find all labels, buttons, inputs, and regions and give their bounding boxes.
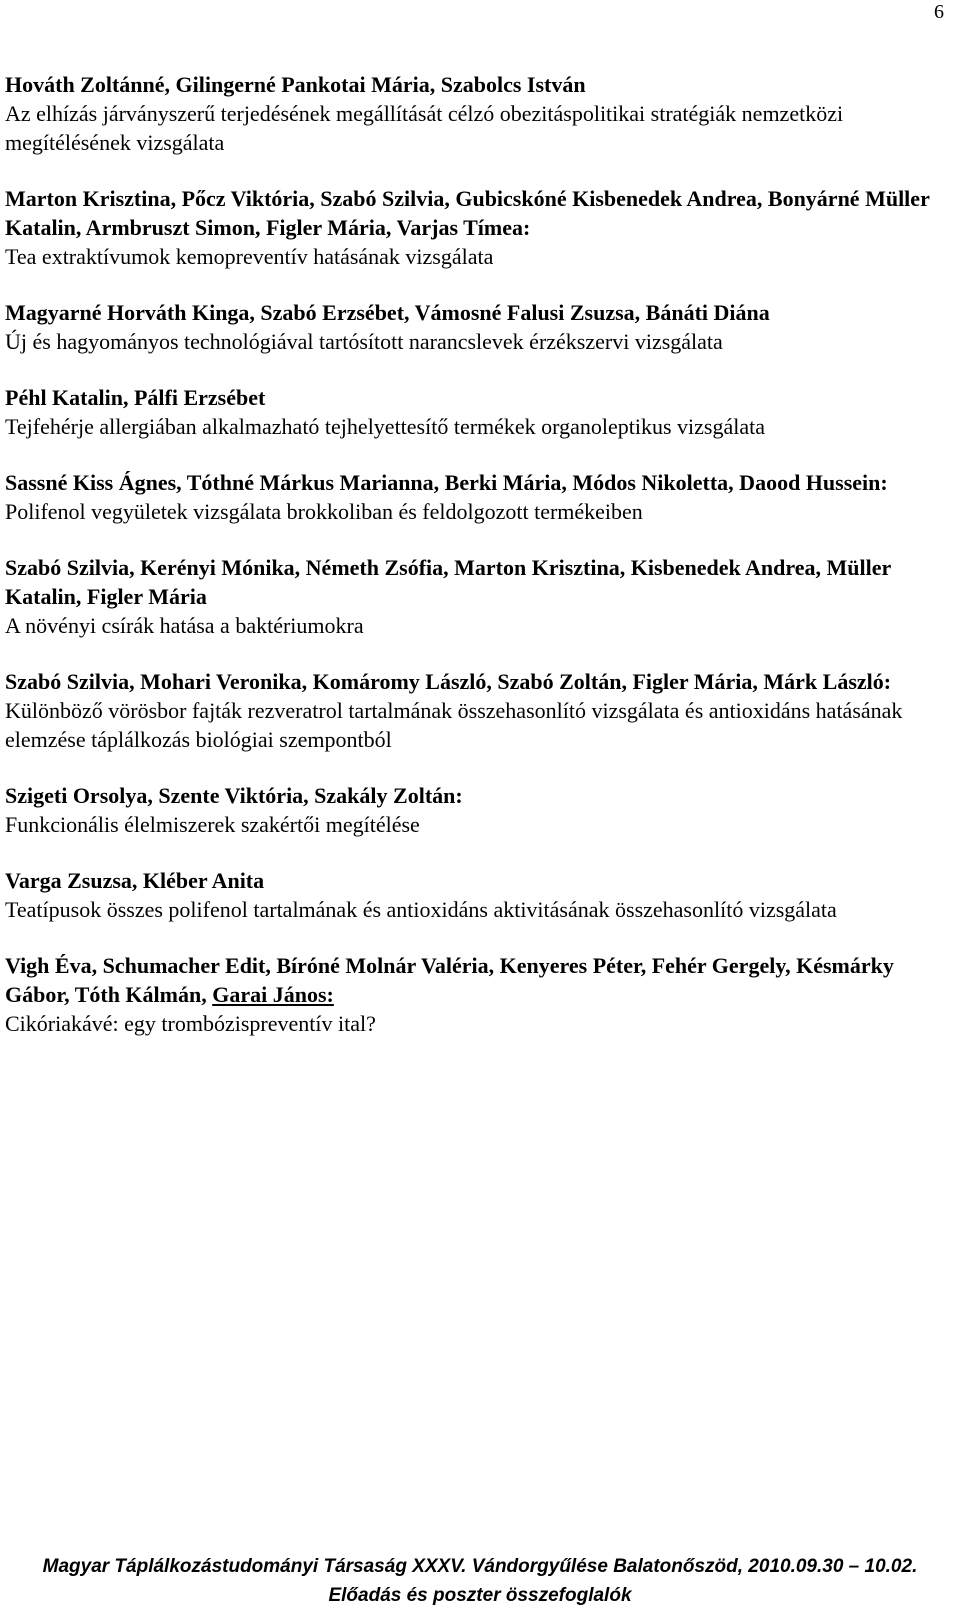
entry-authors: Péhl Katalin, Pálfi Erzsébet xyxy=(5,385,266,410)
entry-title: Tea extraktívumok kemopreventív hatásának vizsgálata xyxy=(5,244,494,269)
list-item xyxy=(5,70,945,157)
entry-authors: Marton Krisztina, Pőcz Viktória, Szabó Szilvia, Gubicskóné Kisbenedek Andrea, Bonyárné Müller Katalin, Armbruszt Simon, Figler Mária, Varjas Tímea: xyxy=(5,186,930,240)
entry-authors: Szabó Szilvia, Mohari Veronika, Komáromy László, Szabó Zoltán, Figler Mária, Márk László: xyxy=(5,669,892,694)
entry-authors: Szabó Szilvia, Kerényi Mónika, Németh Zsófia, Marton Krisztina, Kisbenedek Andrea, Müller Katalin, Figler Mária xyxy=(5,555,891,609)
footer-conference-line: Magyar Táplálkozástudományi Társaság XXXV. Vándorgyűlése Balatonőszöd, 2010.09.30 – 10.02. xyxy=(42,1556,918,1577)
list-item xyxy=(5,468,945,526)
entry-authors-line xyxy=(5,951,945,1009)
entry-title: Teatípusok összes polifenol tartalmának és antioxidáns aktivitásának összehasonlító vizsgálata xyxy=(5,897,837,922)
entry-authors: Sassné Kiss Ágnes, Tóthné Márkus Marianna, Berki Mária, Módos Nikoletta, Daood Hussein: xyxy=(5,470,888,495)
entry-title: Funkcionális élelmiszerek szakértői megítélése xyxy=(5,812,420,837)
page-footer xyxy=(0,1552,960,1610)
entry-title: Az elhízás járványszerű terjedésének megállítását célzó obezitáspolitikai stratégiák nemzetközi megítélésének vizsgálata xyxy=(5,101,844,155)
entry-authors: Szigeti Orsolya, Szente Viktória, Szakály Zoltán: xyxy=(5,783,463,808)
entry-title: Polifenol vegyületek vizsgálata brokkoliban és feldolgozott termékeiben xyxy=(5,499,643,524)
list-item xyxy=(5,553,945,640)
list-item xyxy=(5,866,945,924)
entry-title: A növényi csírák hatása a baktériumokra xyxy=(5,613,364,638)
list-item xyxy=(5,383,945,441)
list-item xyxy=(5,951,945,1038)
list-item xyxy=(5,667,945,754)
footer-subtitle-line: Előadás és poszter összefoglalók xyxy=(328,1585,632,1606)
list-item xyxy=(5,184,945,271)
entry-title: Cikóriakávé: egy trombózispreventív ital? xyxy=(5,1011,376,1036)
entry-authors: Hováth Zoltánné, Gilingerné Pankotai Mária, Szabolcs István xyxy=(5,72,586,97)
entry-author-underlined: Garai János: xyxy=(212,982,334,1007)
entry-title: Tejfehérje allergiában alkalmazható tejhelyettesítő termékek organoleptikus vizsgálata xyxy=(5,414,765,439)
list-item xyxy=(5,298,945,356)
entry-title: Különböző vörösbor fajták rezveratrol tartalmának összehasonlító vizsgálata és antioxidáns hatásának elemzése táplálkozás biológiai szempontból xyxy=(5,698,903,752)
page-number: 6 xyxy=(934,1,944,23)
entry-title: Új és hagyományos technológiával tartósított narancslevek érzékszervi vizsgálata xyxy=(5,329,723,354)
entry-authors: Varga Zsuzsa, Kléber Anita xyxy=(5,868,265,893)
abstract-list xyxy=(5,70,945,1065)
entry-text xyxy=(5,468,945,526)
entry-authors: Magyarné Horváth Kinga, Szabó Erzsébet, Vámosné Falusi Zsuzsa, Bánáti Diána xyxy=(5,300,770,325)
entry-authors: Vigh Éva, Schumacher Edit, Bíróné Molnár Valéria, Kenyeres Péter, Fehér Gergely, Késmárky Gábor, Tóth Kálmán, xyxy=(5,953,894,1007)
list-item xyxy=(5,781,945,839)
